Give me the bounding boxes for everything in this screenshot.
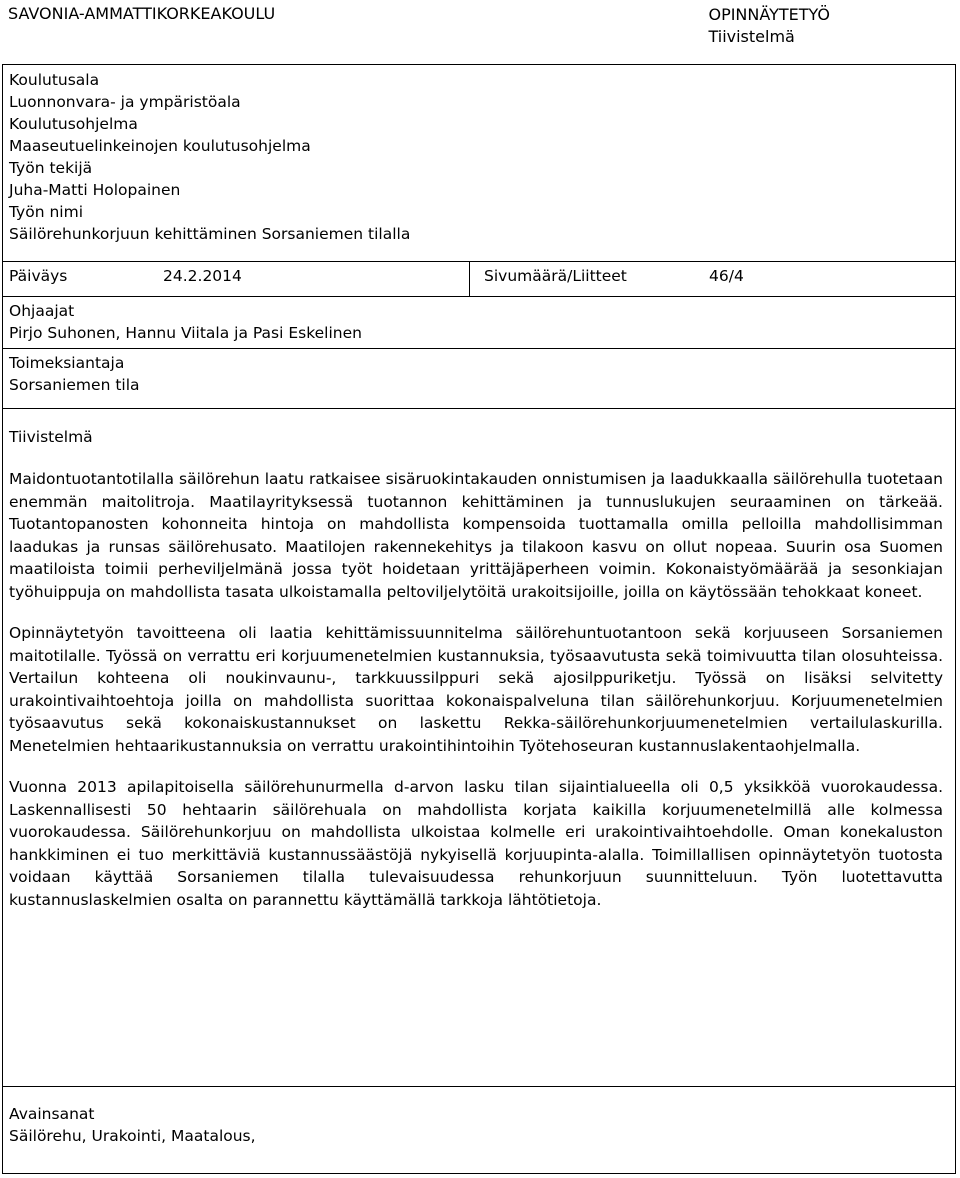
date-label: Päiväys: [9, 267, 68, 285]
author-value: Juha-Matti Holopainen: [9, 181, 181, 199]
pages-label: Sivumäärä/Liitteet: [484, 267, 627, 285]
commissioner-section: [3, 349, 955, 409]
abstract-paragraph-3: Vuonna 2013 apilapitoisella säilörehunurmella d-arvon lasku tilan sijaintialueella oli 0,5 yksikköä vuorokaudessa. Laskennallisesti 50 hehtaarin säilörehuala on mahdollista korjata kaikilla korjuumenetelmillä alle kolmessa vuorokaudessa. Säilörehunkorjuu on mahdollista ulkoistaa kolmelle eri urakointivaihtoehdolle. Oman konekaluston hankkiminen ei tuo merkittäviä kustannussäästöjä nykyisellä korjuupinta-alalla. Toimillallisen opinnäytetyön tuotosta voidaan käyttää Sorsaniemen tilalla tulevaisuudessa rehunkorjuun suunnitteluun. Työn luotettavutta kustannuslaskelmien osalta on parannettu käyttämällä tarkkoja lähtötietoja.: [9, 778, 943, 909]
abstract-section: [3, 409, 955, 1087]
document-type-label: OPINNÄYTETYÖ: [708, 5, 830, 24]
abstract-paragraph-1: Maidontuotantotilalla säilörehun laatu ratkaisee sisäruokintakauden onnistumisen ja laadukkaalla säilörehulla tuotetaan enemmän maitolitroja. Maatilayrityksessä tuotannon kehittäminen ja tunnuslukujen seuraaminen on tärkeää. Tuotantopanosten kohonneita hintoja on mahdollista kompensoida tuottamalla omilla pelloilla mahdollisimman laadukas ja runsas säilörehusato. Maatilojen rakennekehitys ja tilakoon kasvu on ollut nopeaa. Suurin osa Suomen maatiloista toimii perheviljelmänä jossa työt hoidetaan yrittäjäperheen voimin. Kokonaistyömäärää ja sesonkiajan työhuippuja on mahdollista tasata ulkoistamalla peltoviljelytöitä urakoitsijoille, joilla on käytössään tehokkaat koneet.: [9, 470, 943, 601]
commissioner-label: Toimeksiantaja: [9, 354, 125, 372]
abstract-paragraph-2: Opinnäytetyön tavoitteena oli laatia kehittämissuunnitelma säilörehuntuotantoon sekä korjuuseen Sorsaniemen maitotilalle. Työssä on verrattu eri korjuumenetelmien kustannuksia, työsaavutusta sekä toimivuutta tilan olosuhteissa. Vertailun kohteena oli noukinvaunu-, tarkkuussilppuri sekä ajosilppuriketju. Työssä on lisäksi selvitetty urakointivaihtoehtoja joilla on mahdollista suorittaa kokonaispalveluna tilan säilörehunkorjuu. Korjuumenetelmien työsaavutus sekä kokonaiskustannukset on laskettu Rekka-säilörehunkorjuumenetelmien vertailulaskurilla. Menetelmien hehtaarikustannuksia on verrattu urakointihintoihin Työtehoseuran kustannuslakentaohjelmalla.: [9, 624, 943, 755]
basic-info-section: [3, 65, 955, 262]
commissioner-value: Sorsaniemen tila: [9, 376, 140, 394]
program-label: Koulutusohjelma: [9, 115, 138, 133]
abstract-title: Tiivistelmä: [9, 428, 93, 446]
date-pages-row: [3, 262, 955, 297]
document-type: [708, 4, 830, 48]
abstract-form: [2, 64, 956, 1174]
keywords-label: Avainsanat: [9, 1105, 95, 1123]
supervisors-value: Pirjo Suhonen, Hannu Viitala ja Pasi Eskelinen: [9, 324, 362, 342]
thesis-title-value: Säilörehunkorjuun kehittäminen Sorsaniemen tilalla: [9, 225, 411, 243]
author-label: Työn tekijä: [9, 159, 93, 177]
document-subtype-label: Tiivistelmä: [708, 27, 795, 46]
field-label: Koulutusala: [9, 71, 100, 89]
thesis-title-label: Työn nimi: [9, 203, 83, 221]
supervisors-section: [3, 297, 955, 349]
keywords-value: Säilörehu, Urakointi, Maatalous,: [9, 1127, 256, 1145]
pages-value: 46/4: [709, 267, 744, 285]
institution-name: SAVONIA-AMMATTIKORKEAKOULU: [8, 4, 276, 23]
program-value: Maaseutuelinkeinojen koulutusohjelma: [9, 137, 311, 155]
supervisors-label: Ohjaajat: [9, 302, 75, 320]
date-value: 24.2.2014: [163, 267, 242, 285]
field-value: Luonnonvara- ja ympäristöala: [9, 93, 241, 111]
keywords-section: [3, 1087, 955, 1147]
